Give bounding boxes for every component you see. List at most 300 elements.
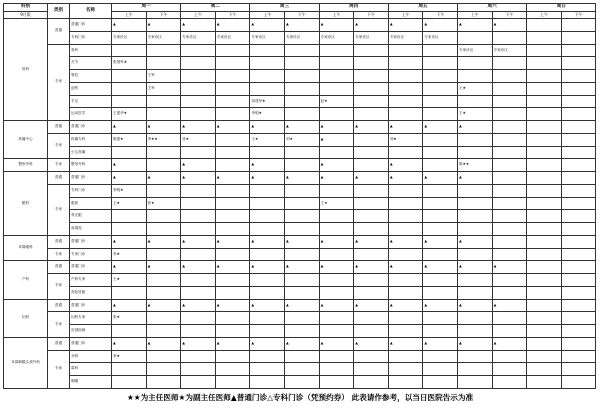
schedule-cell	[250, 350, 285, 363]
schedule-cell: ▲	[319, 121, 354, 134]
schedule-cell	[388, 274, 423, 287]
schedule-cell: 刘★	[285, 133, 320, 146]
schedule-cell: 李明★	[250, 108, 285, 121]
schedule-cell	[146, 95, 181, 108]
schedule-cell	[215, 325, 250, 338]
table-row	[4, 312, 596, 325]
schedule-cell	[561, 57, 596, 70]
schedule-cell	[285, 210, 320, 223]
schedule-cell	[354, 350, 389, 363]
schedule-cell	[388, 325, 423, 338]
table-row	[4, 223, 596, 236]
table-row	[4, 31, 596, 44]
schedule-cell: ▲	[250, 299, 285, 312]
schedule-cell: 专家诊区	[388, 31, 423, 44]
schedule-cell: ▲	[146, 121, 181, 134]
schedule-cell	[285, 197, 320, 210]
schedule-cell: ▲	[146, 337, 181, 350]
schedule-cell	[423, 108, 458, 121]
schedule-cell	[285, 286, 320, 299]
schedule-cell	[354, 159, 389, 172]
clinic-name-cell: 小儿疼痛	[70, 146, 112, 159]
schedule-cell: ▲	[285, 19, 320, 32]
schedule-cell	[561, 184, 596, 197]
schedule-cell: ▲	[458, 19, 493, 32]
schedule-cell	[527, 95, 562, 108]
schedule-cell	[492, 57, 527, 70]
schedule-cell: ▲	[354, 261, 389, 274]
schedule-cell	[181, 146, 216, 159]
dept-cell: 眼科	[4, 172, 48, 236]
schedule-cell: ▲	[112, 235, 147, 248]
schedule-cell	[561, 325, 596, 338]
schedule-cell	[423, 146, 458, 159]
schedule-cell	[319, 312, 354, 325]
schedule-cell: ▲	[250, 235, 285, 248]
schedule-cell	[492, 223, 527, 236]
schedule-cell	[492, 121, 527, 134]
schedule-cell	[215, 159, 250, 172]
schedule-cell: ▲	[146, 235, 181, 248]
header-category: 类别	[48, 4, 70, 19]
schedule-cell: ▲	[181, 299, 216, 312]
schedule-cell	[250, 44, 285, 57]
schedule-cell	[561, 376, 596, 389]
header-pm: 下午	[354, 12, 389, 19]
schedule-cell	[250, 184, 285, 197]
clinic-name-cell: 普通门诊	[70, 19, 112, 32]
schedule-cell	[388, 197, 423, 210]
schedule-table	[3, 3, 596, 389]
schedule-cell: ▲	[354, 337, 389, 350]
clinic-name-cell: 妇科专家	[70, 312, 112, 325]
schedule-cell	[561, 337, 596, 350]
schedule-cell	[146, 325, 181, 338]
schedule-cell	[319, 82, 354, 95]
schedule-cell	[146, 44, 181, 57]
schedule-cell	[527, 146, 562, 159]
schedule-cell	[423, 159, 458, 172]
schedule-cell	[458, 70, 493, 83]
schedule-cell	[354, 248, 389, 261]
schedule-cell	[527, 70, 562, 83]
schedule-cell	[112, 223, 147, 236]
dept-cell: 疼痛中心	[4, 121, 48, 159]
schedule-cell: ▲	[319, 159, 354, 172]
schedule-cell	[492, 286, 527, 299]
schedule-cell	[527, 286, 562, 299]
clinic-name-cell: 宫颈疾病	[70, 325, 112, 338]
legend-footnote: ★★为主任医师★为副主任医师▲普通门诊△专科门诊（凭预约券） 此表请作参考，以当日医院告示为准	[126, 393, 474, 402]
schedule-cell: ▲	[112, 19, 147, 32]
schedule-cell	[561, 70, 596, 83]
category-cell: 专家	[48, 133, 70, 159]
schedule-cell	[492, 235, 527, 248]
schedule-cell	[354, 95, 389, 108]
schedule-cell	[146, 159, 181, 172]
category-cell: 专家	[48, 274, 70, 300]
schedule-cell: ▲	[423, 172, 458, 185]
schedule-cell	[112, 363, 147, 376]
schedule-cell	[388, 376, 423, 389]
schedule-cell	[527, 210, 562, 223]
schedule-cell	[354, 325, 389, 338]
category-cell: 专家	[48, 184, 70, 235]
schedule-cell	[388, 210, 423, 223]
schedule-cell	[458, 376, 493, 389]
schedule-cell	[527, 325, 562, 338]
schedule-cell: ▲	[458, 261, 493, 274]
schedule-cell: ▲	[181, 172, 216, 185]
schedule-cell	[492, 248, 527, 261]
schedule-cell: 专家诊区	[354, 31, 389, 44]
schedule-cell	[285, 159, 320, 172]
schedule-cell	[146, 223, 181, 236]
schedule-cell	[215, 82, 250, 95]
header-am: 上午	[112, 12, 147, 19]
schedule-cell	[181, 223, 216, 236]
schedule-cell	[492, 146, 527, 159]
schedule-cell	[181, 57, 216, 70]
schedule-cell	[250, 363, 285, 376]
dept-cell: 妇科	[4, 299, 48, 337]
schedule-cell	[354, 108, 389, 121]
header-pm: 下午	[492, 12, 527, 19]
schedule-cell	[458, 133, 493, 146]
schedule-cell	[181, 312, 216, 325]
table-row	[4, 363, 596, 376]
schedule-cell	[319, 184, 354, 197]
category-cell: 普通	[48, 337, 70, 350]
schedule-cell: ▲	[285, 261, 320, 274]
schedule-cell	[527, 299, 562, 312]
category-cell: 专家	[48, 312, 70, 338]
clinic-name-cell: 关节	[70, 57, 112, 70]
clinic-name-cell: 专科门诊	[70, 31, 112, 44]
schedule-cell: ▲	[423, 235, 458, 248]
header-am: 上午	[181, 12, 216, 19]
header-day-sat: 周六	[458, 4, 527, 12]
schedule-cell	[112, 82, 147, 95]
schedule-cell	[388, 223, 423, 236]
schedule-cell	[215, 210, 250, 223]
schedule-cell: ▲	[112, 172, 147, 185]
clinic-name-cell: 骨科	[70, 44, 112, 57]
schedule-cell	[354, 133, 389, 146]
schedule-cell: 专家诊区	[146, 31, 181, 44]
clinic-name-cell: 普通门诊	[70, 172, 112, 185]
schedule-cell	[354, 210, 389, 223]
schedule-cell	[319, 350, 354, 363]
schedule-cell	[215, 350, 250, 363]
schedule-cell: ▲	[423, 299, 458, 312]
schedule-cell	[250, 82, 285, 95]
header-day-tue: 周二	[181, 4, 250, 12]
schedule-cell	[215, 197, 250, 210]
schedule-cell	[319, 363, 354, 376]
table-row	[4, 121, 596, 134]
schedule-cell	[527, 248, 562, 261]
schedule-cell	[319, 325, 354, 338]
table-row	[4, 70, 596, 83]
schedule-cell	[250, 197, 285, 210]
schedule-cell	[181, 274, 216, 287]
schedule-cell	[492, 108, 527, 121]
header-day-sun: 周日	[527, 4, 596, 12]
schedule-cell	[285, 57, 320, 70]
schedule-cell: 王军	[146, 82, 181, 95]
schedule-cell	[527, 133, 562, 146]
schedule-cell	[423, 312, 458, 325]
clinic-name-cell: 普通门诊	[70, 299, 112, 312]
header-am: 上午	[527, 12, 562, 19]
schedule-cell: ▲	[112, 261, 147, 274]
schedule-cell	[388, 146, 423, 159]
schedule-cell	[250, 248, 285, 261]
schedule-cell	[319, 146, 354, 159]
schedule-cell	[388, 248, 423, 261]
schedule-cell	[492, 95, 527, 108]
schedule-cell	[423, 350, 458, 363]
schedule-cell	[319, 274, 354, 287]
header-pm: 下午	[423, 12, 458, 19]
schedule-cell	[492, 363, 527, 376]
dept-cell: 耳鼻咽喉头颈外科	[4, 337, 48, 388]
table-row	[4, 172, 596, 185]
schedule-cell	[492, 312, 527, 325]
schedule-cell	[354, 70, 389, 83]
schedule-cell	[354, 184, 389, 197]
header-pm: 下午	[285, 12, 320, 19]
header-day-mon: 周一	[112, 4, 181, 12]
schedule-cell	[561, 350, 596, 363]
dept-cell: 产科	[4, 261, 48, 299]
schedule-cell	[527, 235, 562, 248]
clinic-name-cell: 眼底	[70, 197, 112, 210]
schedule-cell	[285, 223, 320, 236]
schedule-cell: 王★	[319, 197, 354, 210]
schedule-cell	[388, 108, 423, 121]
table-row	[4, 261, 596, 274]
schedule-cell: ▲	[285, 235, 320, 248]
schedule-cell	[388, 350, 423, 363]
schedule-cell: ▲	[492, 299, 527, 312]
schedule-cell	[458, 312, 493, 325]
schedule-cell	[181, 70, 216, 83]
schedule-cell	[423, 363, 458, 376]
table-row	[4, 133, 596, 146]
schedule-cell: 张国军★	[112, 57, 147, 70]
schedule-cell: ▲	[112, 337, 147, 350]
schedule-cell	[181, 82, 216, 95]
schedule-cell	[354, 223, 389, 236]
schedule-cell: 李★	[112, 248, 147, 261]
table-row	[4, 82, 596, 95]
schedule-cell	[285, 274, 320, 287]
category-cell: 普通	[48, 121, 70, 134]
schedule-cell: ▲	[112, 299, 147, 312]
schedule-cell: ▲	[285, 337, 320, 350]
schedule-cell	[492, 197, 527, 210]
schedule-cell: ▲	[250, 159, 285, 172]
schedule-cell	[181, 286, 216, 299]
header-name: 名称	[70, 4, 112, 19]
schedule-cell	[354, 57, 389, 70]
schedule-cell: ▲	[388, 121, 423, 134]
schedule-cell: 专家诊区	[285, 31, 320, 44]
schedule-cell	[561, 261, 596, 274]
schedule-cell	[215, 248, 250, 261]
schedule-cell	[250, 70, 285, 83]
schedule-cell	[181, 184, 216, 197]
schedule-cell: ▲	[285, 172, 320, 185]
schedule-cell: 赵★	[319, 95, 354, 108]
schedule-cell	[146, 274, 181, 287]
schedule-cell	[146, 57, 181, 70]
category-cell: 普通	[48, 235, 70, 248]
schedule-cell: ▲	[319, 133, 354, 146]
schedule-cell: ▲	[458, 172, 493, 185]
header-dept: 科别	[4, 4, 48, 12]
schedule-cell	[319, 286, 354, 299]
table-row	[4, 286, 596, 299]
schedule-cell	[319, 223, 354, 236]
schedule-cell: 陈★★	[458, 159, 493, 172]
schedule-cell	[527, 197, 562, 210]
schedule-cell	[181, 350, 216, 363]
schedule-cell: 专家诊区	[423, 31, 458, 44]
schedule-cell	[285, 108, 320, 121]
schedule-cell	[146, 350, 181, 363]
table-row	[4, 197, 596, 210]
schedule-cell	[423, 82, 458, 95]
header-am: 上午	[388, 12, 423, 19]
table-row	[4, 108, 596, 121]
schedule-cell: ▲	[388, 19, 423, 32]
schedule-cell	[527, 261, 562, 274]
schedule-cell	[527, 184, 562, 197]
schedule-cell	[250, 376, 285, 389]
schedule-cell	[458, 286, 493, 299]
schedule-cell	[146, 248, 181, 261]
schedule-cell	[285, 146, 320, 159]
schedule-cell	[354, 286, 389, 299]
schedule-cell: ▲	[388, 172, 423, 185]
header-pm: 下午	[146, 12, 181, 19]
clinic-name-cell: 咽喉	[70, 376, 112, 389]
schedule-cell: 王★	[250, 133, 285, 146]
schedule-cell	[527, 350, 562, 363]
schedule-cell	[561, 197, 596, 210]
schedule-cell	[181, 248, 216, 261]
table-row	[4, 159, 596, 172]
schedule-cell: ▲	[388, 261, 423, 274]
schedule-cell	[527, 159, 562, 172]
schedule-cell	[354, 44, 389, 57]
schedule-cell: ▲	[215, 121, 250, 134]
schedule-cell: ▲	[354, 235, 389, 248]
schedule-cell	[250, 325, 285, 338]
schedule-cell	[561, 82, 596, 95]
category-cell: 专家	[48, 248, 70, 261]
schedule-cell	[527, 44, 562, 57]
schedule-cell: 张★	[112, 312, 147, 325]
header-day-fri: 周五	[388, 4, 457, 12]
schedule-cell	[561, 44, 596, 57]
schedule-cell	[388, 184, 423, 197]
category-cell: 普通	[48, 261, 70, 274]
schedule-cell	[181, 197, 216, 210]
schedule-cell	[250, 286, 285, 299]
schedule-cell	[458, 95, 493, 108]
table-row	[4, 184, 596, 197]
schedule-cell	[423, 70, 458, 83]
schedule-cell: ▲	[250, 19, 285, 32]
schedule-cell	[250, 210, 285, 223]
table-row	[4, 95, 596, 108]
category-cell: 专家	[48, 350, 70, 388]
schedule-cell	[319, 108, 354, 121]
schedule-cell	[250, 57, 285, 70]
clinic-name-cell: 普通门诊	[70, 235, 112, 248]
schedule-cell: ▲	[181, 121, 216, 134]
schedule-cell	[388, 57, 423, 70]
schedule-cell: ▲	[492, 337, 527, 350]
schedule-cell	[388, 82, 423, 95]
schedule-cell: ▲	[423, 19, 458, 32]
schedule-cell: ▲	[112, 121, 147, 134]
schedule-cell	[146, 363, 181, 376]
table-row	[4, 146, 596, 159]
schedule-cell	[492, 172, 527, 185]
category-cell: 专家	[48, 44, 70, 121]
schedule-cell: ▲	[146, 19, 181, 32]
schedule-cell	[561, 159, 596, 172]
header-month: 9月版	[4, 12, 48, 19]
schedule-cell	[285, 363, 320, 376]
schedule-cell	[388, 44, 423, 57]
schedule-cell	[112, 210, 147, 223]
schedule-cell	[354, 197, 389, 210]
table-row	[4, 210, 596, 223]
schedule-cell	[354, 376, 389, 389]
table-row	[4, 248, 596, 261]
schedule-cell	[319, 248, 354, 261]
schedule-cell: ▲	[181, 235, 216, 248]
schedule-cell: ▲	[354, 121, 389, 134]
schedule-cell	[492, 133, 527, 146]
schedule-cell	[561, 95, 596, 108]
table-row	[4, 235, 596, 248]
dept-cell: 耳鼻喉科	[4, 235, 48, 261]
schedule-cell	[527, 376, 562, 389]
schedule-cell	[181, 325, 216, 338]
schedule-cell	[458, 146, 493, 159]
schedule-cell	[181, 376, 216, 389]
schedule-cell	[561, 312, 596, 325]
schedule-cell	[215, 70, 250, 83]
schedule-cell: 李★	[112, 350, 147, 363]
table-row	[4, 325, 596, 338]
schedule-cell	[388, 70, 423, 83]
header-am: 上午	[250, 12, 285, 19]
schedule-cell: 王★	[112, 197, 147, 210]
schedule-cell: ▲	[215, 19, 250, 32]
schedule-cell: 专家诊区	[319, 31, 354, 44]
schedule-cell	[215, 44, 250, 57]
schedule-cell	[146, 210, 181, 223]
schedule-cell	[181, 363, 216, 376]
